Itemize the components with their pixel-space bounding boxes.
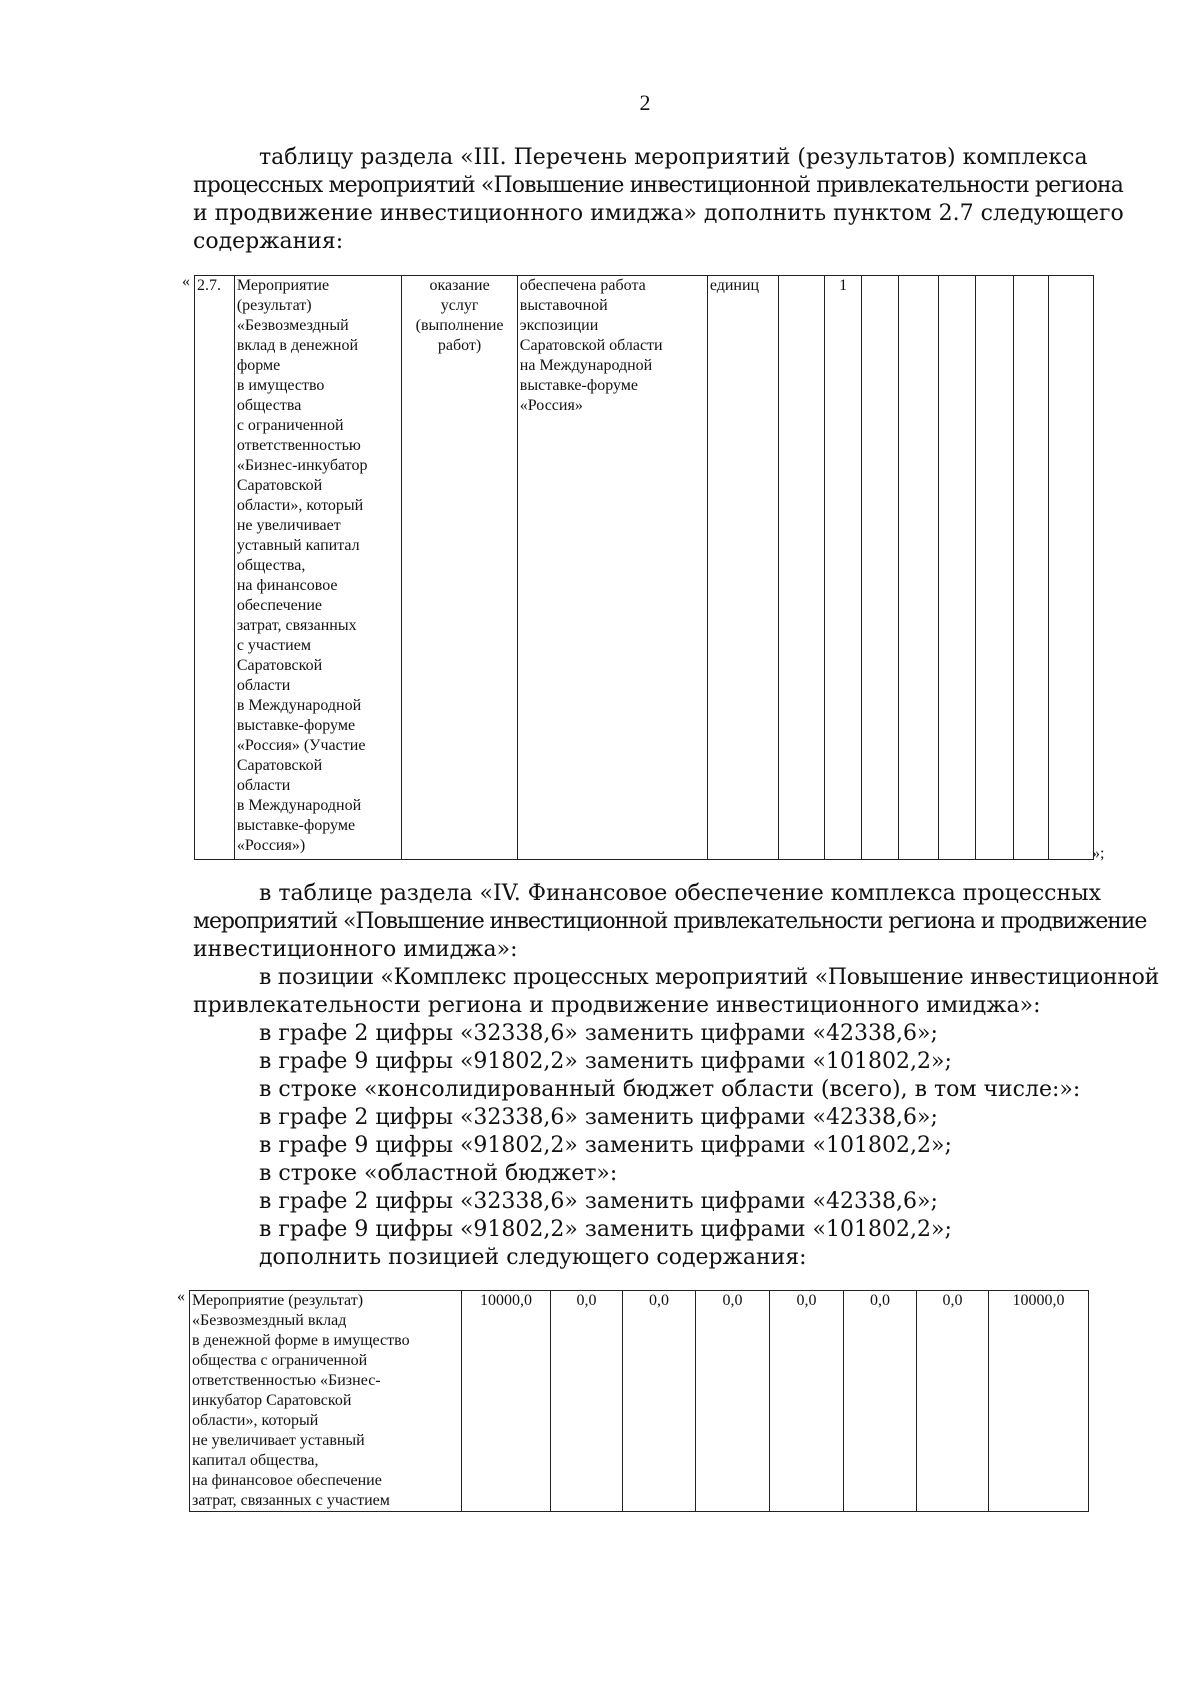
section4-line: в позиции «Комплекс процессных мероприятий «Повышение инвестиционной xyxy=(259,965,1159,990)
table2-open-quote: « xyxy=(177,1288,185,1305)
empty-cell xyxy=(1048,276,1093,860)
finance-value-cell: 0,0 xyxy=(623,1291,696,1512)
table1-row xyxy=(195,276,1094,860)
section4-line: привлекательности региона и продвижение инвестиционного имиджа»: xyxy=(193,993,1041,1018)
intro-line: содержания: xyxy=(193,229,344,254)
finance-value-cell: 0,0 xyxy=(917,1291,989,1512)
intro-line: и продвижение инвестиционного имиджа» дополнить пунктом 2.7 следующего xyxy=(193,201,1124,226)
measure-type-cell: оказание услуг (выполнение работ) xyxy=(402,276,517,860)
table2-row xyxy=(190,1291,1089,1512)
finance-value-cell: 0,0 xyxy=(551,1291,623,1512)
change-item: в графе 9 цифры «91802,2» заменить цифрами «101802,2»; xyxy=(259,1217,952,1242)
change-item: в графе 9 цифры «91802,2» заменить цифрами «101802,2»; xyxy=(259,1133,952,1158)
empty-cell xyxy=(976,276,1014,860)
section4-line: в таблице раздела «IV. Финансовое обеспечение комплекса процессных xyxy=(259,881,1102,906)
empty-cell xyxy=(1014,276,1049,860)
finance-value-cell: 10000,0 xyxy=(462,1291,551,1512)
finance-value-cell: 0,0 xyxy=(844,1291,917,1512)
intro-line: таблицу раздела «III. Перечень мероприятий (результатов) комплекса xyxy=(259,145,1088,170)
change-item: в графе 9 цифры «91802,2» заменить цифрами «101802,2»; xyxy=(259,1049,952,1074)
change-item: в строке «областной бюджет»: xyxy=(259,1161,618,1186)
row-number: 2.7. xyxy=(195,276,235,860)
table1-close-quote: »; xyxy=(1092,845,1105,862)
measure-name-cell: Мероприятие (результат) «Безвозмездный вклад в денежной форме в имущество общества с ограниченной ответственностью «Бизнес-инкубатор Саратовской области», который не увеличивает уставный капитал общества, на финансовое обеспечение затрат, связанных с участием Саратовской области в Международной выставке-форуме «Россия» (Участие Саратовской области в Международной выставке-форуме «Россия») xyxy=(234,276,402,860)
table1-open-quote: « xyxy=(182,273,190,290)
section4-paragraph xyxy=(193,880,1159,1020)
table1 xyxy=(194,275,1094,860)
change-item: дополнить позицией следующего содержания: xyxy=(259,1245,807,1270)
change-item: в графе 2 цифры «32338,6» заменить цифрами «42338,6»; xyxy=(259,1105,938,1130)
change-item: в строке «консолидированный бюджет области (всего), в том числе:»: xyxy=(259,1077,1081,1102)
intro-paragraph xyxy=(193,144,1124,256)
empty-cell xyxy=(898,276,938,860)
empty-cell xyxy=(779,276,825,860)
value-cell: 1 xyxy=(825,276,862,860)
finance-value-cell: 10000,0 xyxy=(989,1291,1089,1512)
unit-cell: единиц xyxy=(707,276,779,860)
measure-result-cell: обеспечена работа выставочной экспозиции Саратовской области на Международной выставке-форуме «Россия» xyxy=(517,276,707,860)
section4-line: мероприятий «Повышение инвестиционной привлекательности региона и продвижение xyxy=(193,909,1147,934)
measure-name-cell: Мероприятие (результат) «Безвозмездный вклад в денежной форме в имущество общества с ограниченной ответственностью «Бизнес- инкубатор Саратовской области», который не увеличивает уставный капитал общества, на финансовое обеспечение затрат, связанных с участием xyxy=(190,1291,462,1512)
finance-value-cell: 0,0 xyxy=(696,1291,770,1512)
page-number: 2 xyxy=(639,90,651,115)
table2 xyxy=(189,1290,1089,1512)
change-item: в графе 2 цифры «32338,6» заменить цифрами «42338,6»; xyxy=(259,1189,938,1214)
change-item: в графе 2 цифры «32338,6» заменить цифрами «42338,6»; xyxy=(259,1021,938,1046)
empty-cell xyxy=(938,276,976,860)
empty-cell xyxy=(862,276,899,860)
section4-line: инвестиционного имиджа»: xyxy=(193,937,518,962)
finance-value-cell: 0,0 xyxy=(770,1291,844,1512)
intro-line: процессных мероприятий «Повышение инвестиционной привлекательности региона xyxy=(193,173,1123,198)
